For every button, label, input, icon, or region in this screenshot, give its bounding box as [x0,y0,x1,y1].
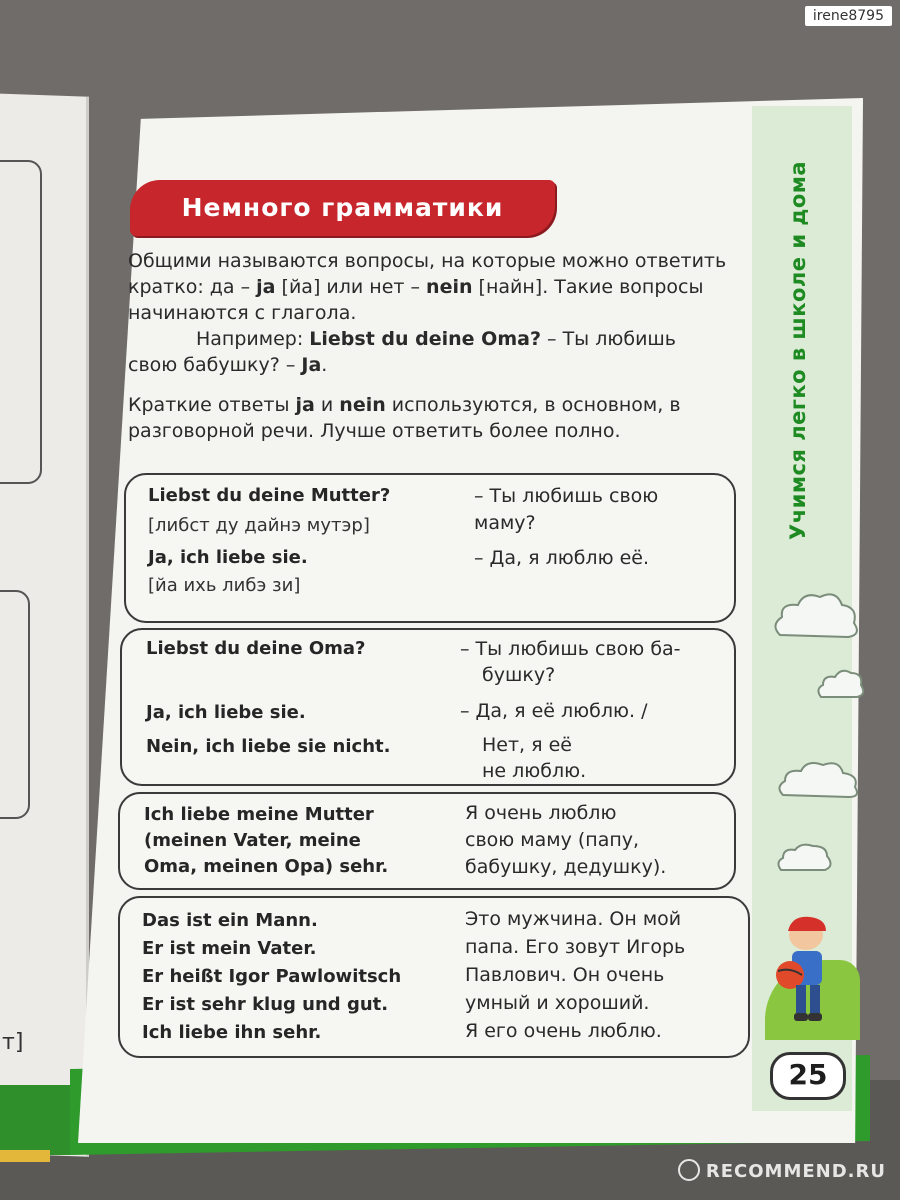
german-sentence: Liebst du deine Mutter? [148,485,391,506]
intro-paragraph-3: Краткие ответы ja и nein используются, в основном, в разговорной речи. Лучше ответить более полно. [128,394,681,442]
german-sentence: Ich liebe ihn sehr. [142,1022,322,1043]
russian-translation: Павлович. Он очень [465,964,665,986]
russian-translation: папа. Его зовут Игорь [465,936,686,958]
russian-translation: – Да, я люблю её. [474,547,650,569]
german-sentence: Ja, ich liebe sie. [148,547,308,568]
russian-translation: бушку? [482,664,556,686]
german-sentence: Liebst du deine Oma? [146,638,366,659]
sidebar-title: Учимся легко в школе и дома [786,160,810,540]
left-page-text-fragment: т] [2,1030,24,1055]
russian-translation: бабушку, дедушку). [465,856,667,878]
left-page-yellow-strip [0,1150,50,1162]
russian-translation: – Ты любишь свою маму? [474,485,659,534]
german-sentence: Er ist sehr klug und gut. [142,994,389,1015]
german-sentence: (meinen Vater, meine [144,830,361,851]
cloud-icon [775,755,860,801]
page-number: 25 [770,1052,846,1100]
cloud-icon [815,665,865,703]
intro-paragraph-2: Например: Liebst du deine Oma? – Ты любишь свою бабушку? – Ja. [128,328,676,376]
left-page-green-strip [0,1085,70,1155]
left-page-frame [0,590,30,819]
russian-translation: – Ты любишь свою ба- [460,638,681,660]
german-sentence: Oma, meinen Opa) sehr. [144,856,389,877]
transcription: [йа ихь либэ зи] [148,575,301,596]
russian-translation: умный и хороший. [465,992,650,1014]
transcription: [либст ду дайнэ мутэр] [148,515,370,536]
russian-translation: Нет, я её [482,734,572,756]
example-box-4 [118,896,750,1058]
section-title: Немного грамматики [130,180,555,236]
boy-illustration [770,915,840,1025]
example-box-3 [118,792,736,890]
site-logo-icon [678,1159,700,1181]
russian-translation: Я его очень люблю. [465,1020,662,1042]
username-watermark: irene8795 [805,6,892,26]
german-sentence: Ich liebe meine Mutter [144,804,374,825]
russian-translation: Я очень люблю [465,802,617,824]
german-sentence: Das ist ein Mann. [142,910,318,931]
russian-translation: – Да, я её люблю. / [460,700,648,722]
russian-translation: свою маму (папу, [465,829,640,851]
german-sentence: Er heißt Igor Pawlowitsch [142,966,402,987]
cloud-icon [775,840,835,874]
example-box-2 [120,628,736,786]
left-page-frame [0,160,42,484]
site-watermark-text: RECOMMEND.RU [705,1161,886,1182]
german-sentence: Ja, ich liebe sie. [146,702,306,723]
site-watermark [678,1159,886,1182]
cloud-icon [770,585,860,645]
german-sentence: Nein, ich liebe sie nicht. [146,736,391,757]
russian-translation: не люблю. [482,760,587,782]
example-box-1 [124,473,736,623]
intro-paragraph-1: Общими называются вопросы, на которые можно ответить кратко: да – ja [йа] или нет – nein [найн]. Такие вопросы начинаются с глагола. [128,250,727,324]
russian-translation: Это мужчина. Он мой [465,908,682,930]
german-sentence: Er ist mein Vater. [142,938,317,959]
